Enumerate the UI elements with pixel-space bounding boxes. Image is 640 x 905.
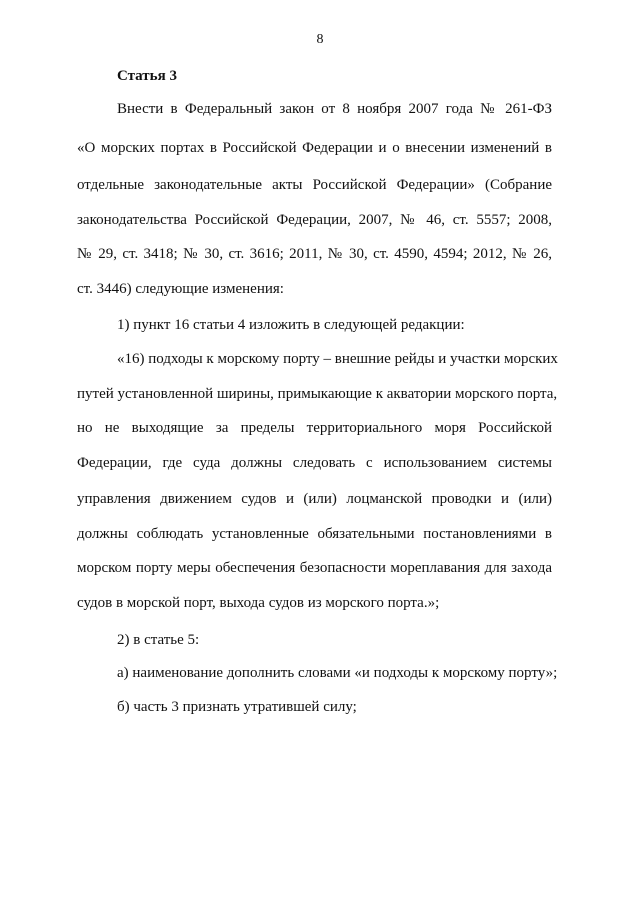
text-line: б) часть 3 признать утратившей силу; [117,699,357,715]
text-line: Внести в Федеральный закон от 8 ноября 2007 года № 261-ФЗ [117,101,552,117]
text-line: управления движением судов и (или) лоцманской проводки и (или) [77,491,552,507]
text-line: ст. 3446) следующие изменения: [77,281,284,297]
text-line: № 29, ст. 3418; № 30, ст. 3616; 2011, № 30, ст. 4590, 4594; 2012, № 26, [77,246,552,262]
text-line: путей установленной ширины, примыкающие к акватории морского порта, [77,386,558,402]
text-line: морском порту меры обеспечения безопасности мореплавания для захода [77,560,552,576]
text-line: отдельные законодательные акты Российской Федерации» (Собрание [77,177,552,193]
article-heading: Статья 3 [117,68,177,84]
text-line: 1) пункт 16 статьи 4 изложить в следующей редакции: [117,317,465,333]
text-line: законодательства Российской Федерации, 2007, № 46, ст. 5557; 2008, [77,212,552,228]
text-line: судов в морской порт, выхода судов из морского порта.»; [77,595,440,611]
text-line: Федерации, где суда должны следовать с использованием системы [77,455,552,471]
text-line: должны соблюдать установленные обязательными постановлениями в [77,526,552,542]
text-line: 2) в статье 5: [117,632,200,648]
text-line: «16) подходы к морскому порту – внешние рейды и участки морских [117,351,558,367]
text-line: «О морских портах в Российской Федерации и о внесении изменений в [77,140,552,156]
text-line: но не выходящие за пределы территориального моря Российской [77,420,552,436]
page-number: 8 [316,32,324,47]
text-line: а) наименование дополнить словами «и подходы к морскому порту»; [117,665,558,681]
